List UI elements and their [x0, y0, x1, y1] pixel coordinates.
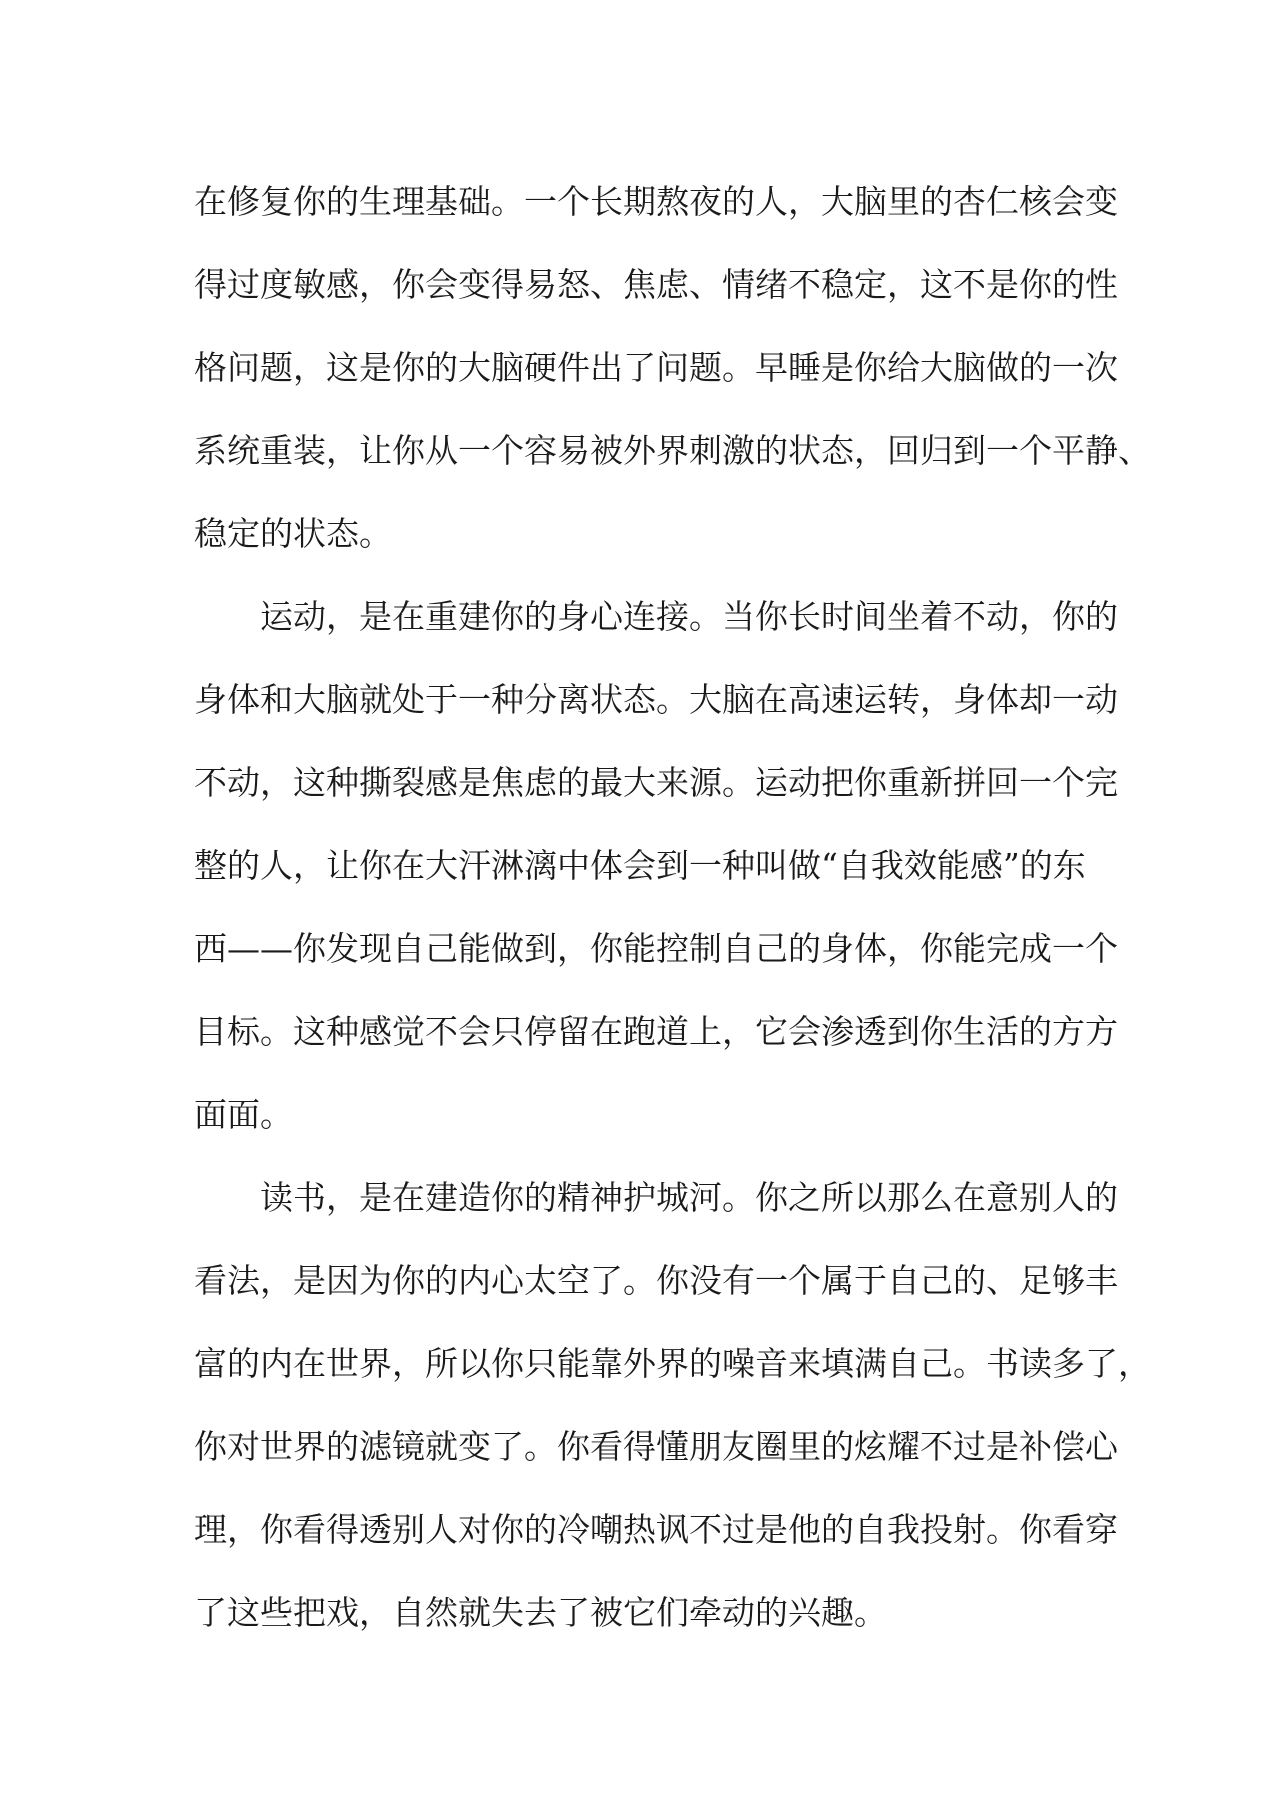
document-body	[194, 160, 1151, 1654]
text-line: 整的人，让你在大汗淋漓中体会到一种叫做“自我效能感”的东	[194, 846, 1086, 885]
paragraph-first-line: 读书，是在建造你的精神护城河。你之所以那么在意别人的	[260, 1178, 1118, 1217]
text-line: 富的内在世界，所以你只能靠外界的噪音来填满自己。书读多了，	[194, 1344, 1151, 1383]
text-line: 你对世界的滤镜就变了。你看得懂朋友圈里的炫耀不过是补偿心	[194, 1427, 1118, 1466]
text-line: 在修复你的生理基础。一个长期熬夜的人，大脑里的杏仁核会变	[194, 182, 1118, 221]
text-line: 理，你看得透别人对你的冷嘲热讽不过是他的自我投射。你看穿	[194, 1510, 1118, 1549]
text-line: 了这些把戏，自然就失去了被它们牵动的兴趣。	[194, 1593, 887, 1632]
text-line: 看法，是因为你的内心太空了。你没有一个属于自己的、足够丰	[194, 1261, 1118, 1300]
text-line: 身体和大脑就处于一种分离状态。大脑在高速运转，身体却一动	[194, 680, 1118, 719]
text-line: 格问题，这是你的大脑硬件出了问题。早睡是你给大脑做的一次	[194, 348, 1118, 387]
text-line: 稳定的状态。	[194, 514, 392, 553]
text-line: 西——你发现自己能做到，你能控制自己的身体，你能完成一个	[194, 929, 1118, 968]
paragraph-first-line: 运动，是在重建你的身心连接。当你长时间坐着不动，你的	[260, 597, 1118, 636]
text-line: 得过度敏感，你会变得易怒、焦虑、情绪不稳定，这不是你的性	[194, 265, 1118, 304]
text-line: 系统重装，让你从一个容易被外界刺激的状态，回归到一个平静、	[194, 431, 1151, 470]
text-line: 目标。这种感觉不会只停留在跑道上，它会渗透到你生活的方方	[194, 1012, 1118, 1051]
text-line: 不动，这种撕裂感是焦虑的最大来源。运动把你重新拼回一个完	[194, 763, 1118, 802]
text-line: 面面。	[194, 1095, 293, 1134]
